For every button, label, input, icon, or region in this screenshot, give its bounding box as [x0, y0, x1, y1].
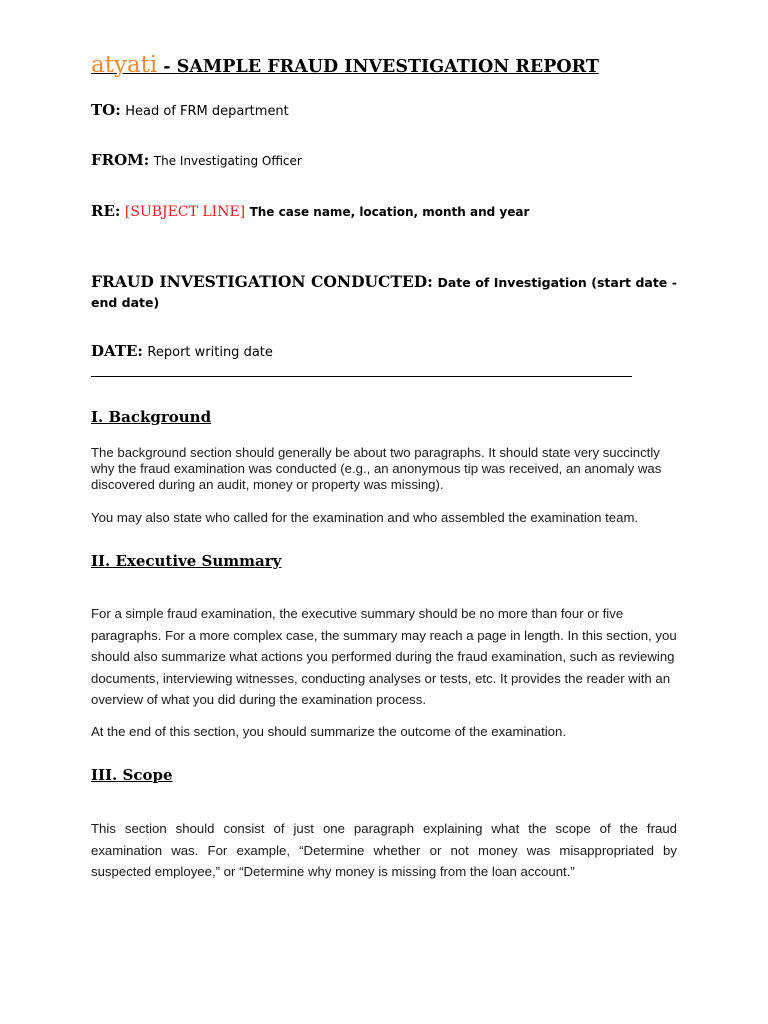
scope-paragraph-1: This section should consist of just one paragraph explaining what the scope of the fraud examination was. For example, “Determine whether or not money was misappropriated by suspected employee,” or “Determine why money is missing from the loan account.” [91, 821, 677, 879]
background-heading: I. Background [91, 408, 212, 426]
from-line [91, 151, 302, 170]
conducted-label: FRAUD INVESTIGATION CONDUCTED: [91, 272, 433, 291]
subject-line-placeholder: [SUBJECT LINE] [124, 204, 246, 220]
executive-summary-paragraph-2: At the end of this section, you should summarize the outcome of the examination. [91, 724, 567, 739]
from-value: The Investigating Officer [153, 154, 302, 168]
background-paragraph-2: You may also state who called for the examination and who assembled the examination team. [91, 510, 639, 525]
conducted-value: Date of Investigation (start date -end date) [91, 275, 677, 310]
to-line [91, 101, 289, 120]
re-value: The case name, location, month and year [249, 205, 530, 219]
divider [91, 376, 632, 377]
date-label: DATE: [91, 342, 143, 360]
investigation-conducted [91, 272, 677, 313]
report-title [91, 52, 599, 78]
to-value: Head of FRM department [125, 104, 289, 119]
to-label: TO: [91, 101, 121, 119]
date-line [91, 342, 273, 361]
date-value: Report writing date [147, 345, 273, 360]
executive-summary-paragraph-1: For a simple fraud examination, the executive summary should be no more than four or five paragraphs. For a more complex case, the summary may reach a page in length. In this section, you should also summarize what actions you performed during the fraud examination, such as reviewing documents, interviewing witnesses, conducting analyses or tests, etc. It provides the reader with an overview of what you did during the examination process. [91, 606, 677, 707]
scope-heading: III. Scope [91, 766, 173, 784]
from-label: FROM: [91, 151, 150, 169]
title-text: - SAMPLE FRAUD INVESTIGATION REPORT [157, 57, 599, 77]
brand-name: atyati [91, 52, 158, 78]
re-label: RE: [91, 202, 121, 220]
background-paragraph-1: The background section should generally be about two paragraphs. It should state very succinctly why the fraud examination was conducted (e.g., an anonymous tip was received, an anomaly was discovered during an audit, money or property was missing). [91, 445, 662, 492]
re-line [91, 202, 529, 221]
executive-summary-heading: II. Executive Summary [91, 552, 282, 570]
